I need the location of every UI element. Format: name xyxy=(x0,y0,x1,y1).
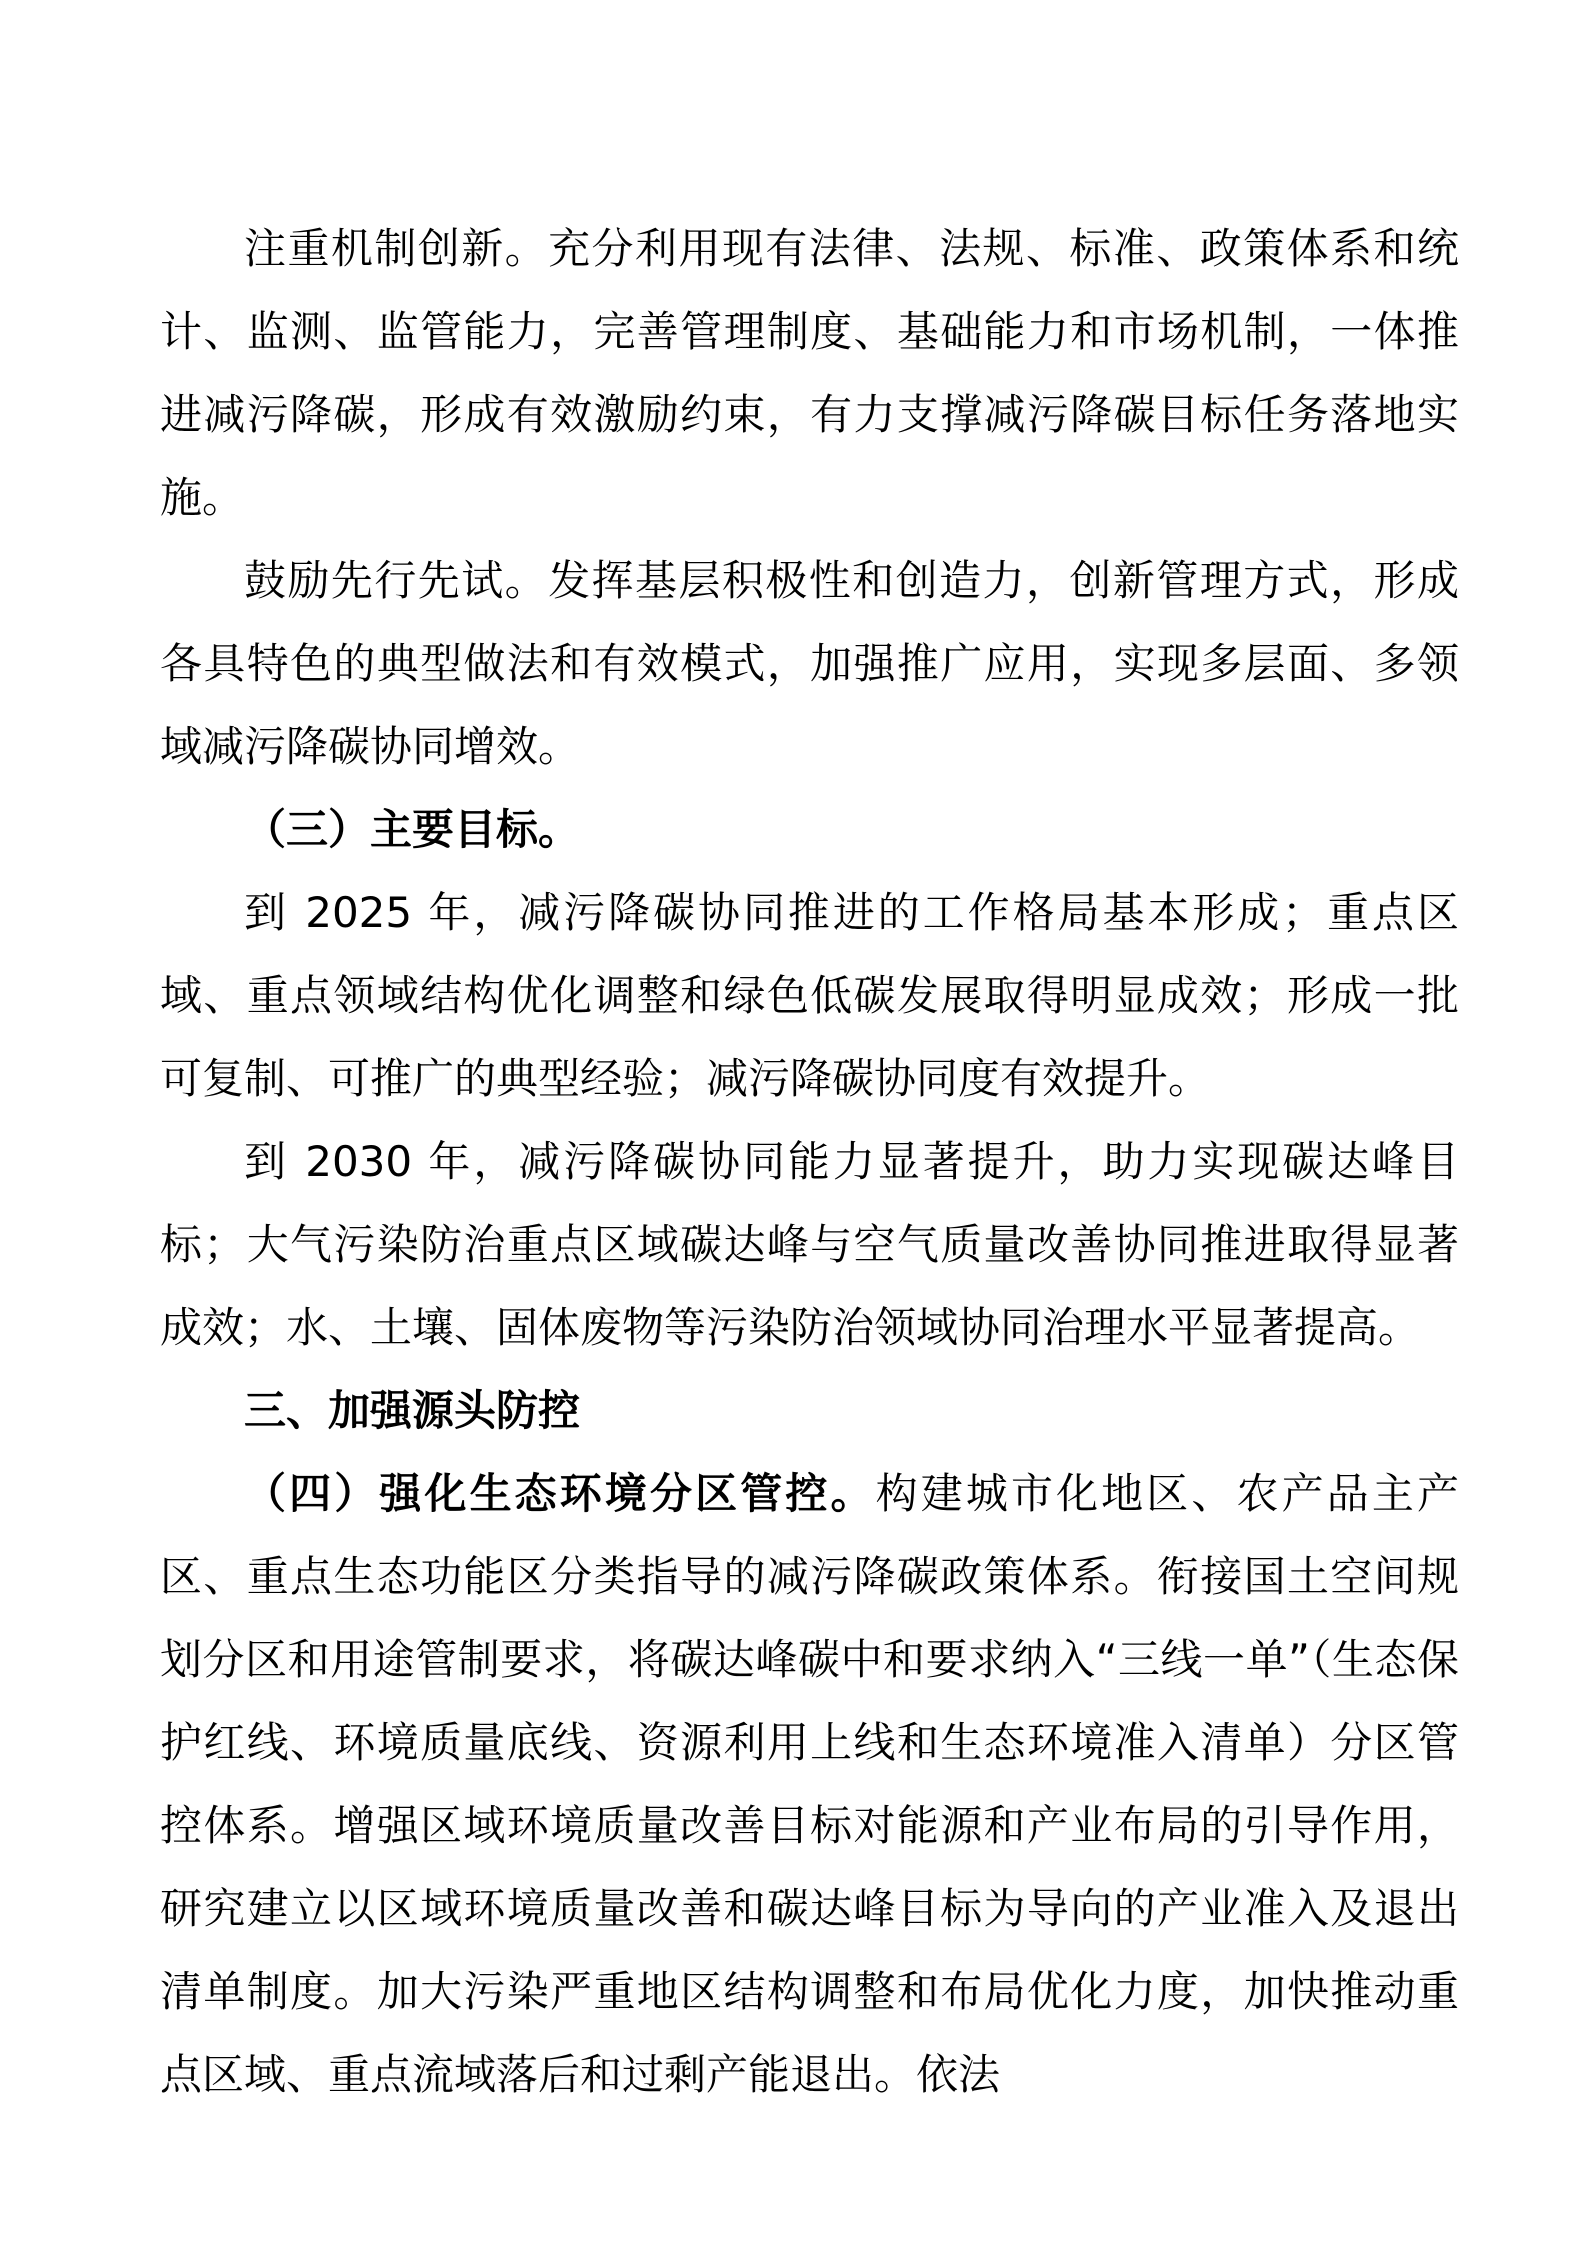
document-body xyxy=(160,207,1459,2116)
section-heading-main-goals: （三）主要目标。 xyxy=(244,805,581,854)
paragraph-pilot-encouragement: 鼓励先行先试。发挥基层积极性和创造力，创新管理方式，形成各具特色的典型做法和有效模式，加强推广应用，实现多层面、多领域减污降碳协同增效。 xyxy=(160,556,1459,771)
paragraph-zoning-control-body: 构建城市化地区、农产品主产区、重点生态功能区分类指导的减污降碳政策体系。衔接国土空间规划分区和用途管制要求，将碳达峰碳中和要求纳入“三线一单”（生态保护红线、环境质量底线、资源利用上线和生态环境准入清单）分区管控体系。增强区域环境质量改善目标对能源和产业布局的引导作用，研究建立以区域环境质量改善和碳达峰目标为导向的产业准入及退出清单制度。加大污染严重地区结构调整和布局优化力度，加快推动重点区域、重点流域落后和过剩产能退出。依法 xyxy=(160,1469,1459,2099)
paragraph-zoning-control xyxy=(160,1452,1459,2116)
paragraph-2030-goals: 到 2030 年，减污降碳协同能力显著提升，助力实现碳达峰目标；大气污染防治重点区域碳达峰与空气质量改善协同推进取得显著成效；水、土壤、固体废物等污染防治领域协同治理水平显著提高。 xyxy=(160,1137,1459,1352)
paragraph-zoning-control-bold-lead: （四）强化生态环境分区管控。 xyxy=(244,1469,876,1518)
paragraph-2025-goals: 到 2025 年，减污降碳协同推进的工作格局基本形成；重点区域、重点领域结构优化调整和绿色低碳发展取得明显成效；形成一批可复制、可推广的典型经验；减污降碳协同度有效提升。 xyxy=(160,888,1459,1103)
section-heading-source-prevention: 三、加强源头防控 xyxy=(244,1386,581,1435)
paragraph-mechanism-innovation: 注重机制创新。充分利用现有法律、法规、标准、政策体系和统计、监测、监管能力，完善管理制度、基础能力和市场机制，一体推进减污降碳，形成有效激励约束，有力支撑减污降碳目标任务落地实施。 xyxy=(160,224,1459,522)
